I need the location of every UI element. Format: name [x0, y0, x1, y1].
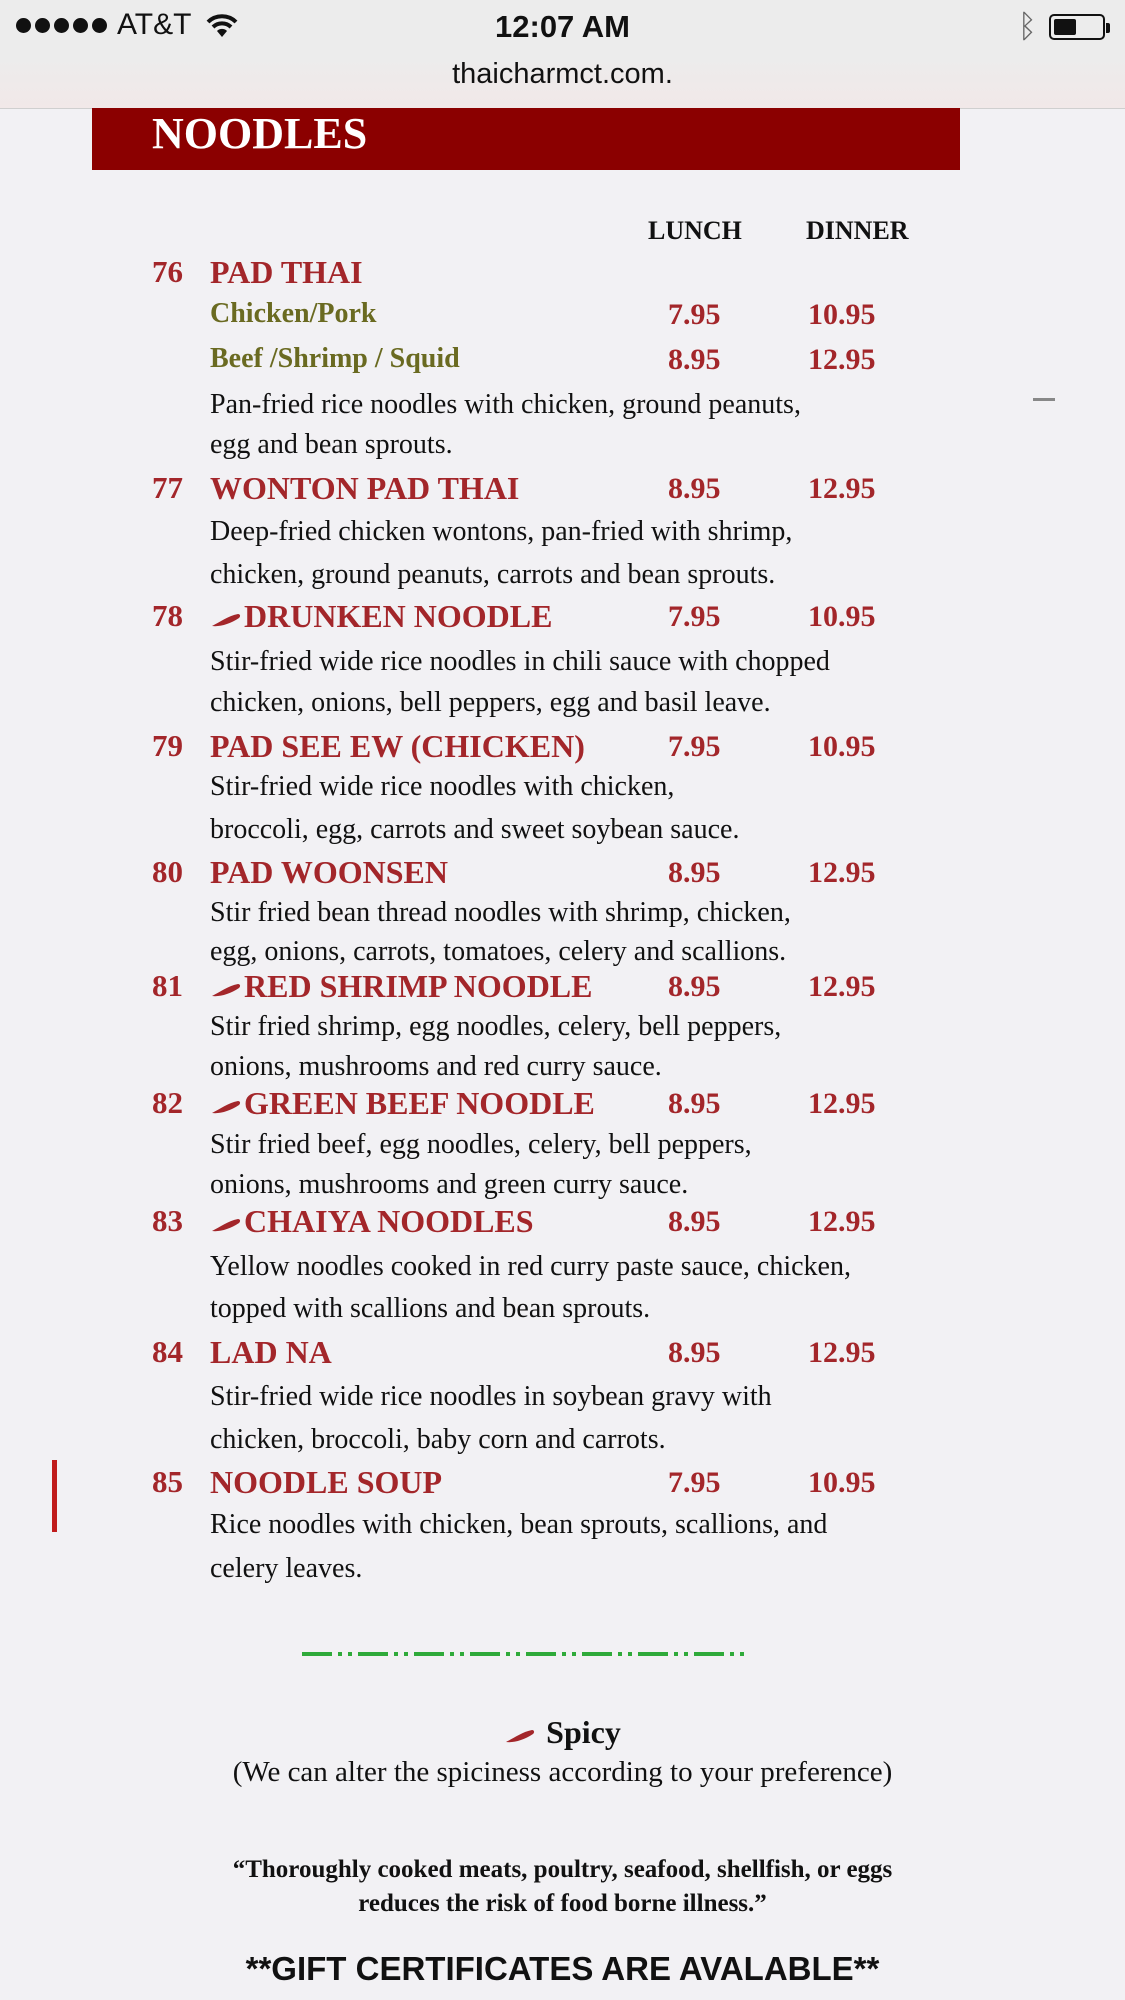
item-description: Rice noodles with chicken, bean sprouts, scallions, and: [210, 1509, 828, 1540]
dinner-column-header: DINNER: [806, 216, 909, 245]
scroll-indicator: [52, 1460, 57, 1532]
item-description: Stir-fried wide rice noodles with chicken,: [210, 771, 675, 802]
item-description: Stir-fried wide rice noodles in soybean gravy with: [210, 1381, 772, 1412]
item-description: topped with scallions and bean sprouts.: [210, 1293, 651, 1324]
item-name: [210, 254, 363, 291]
dinner-price: 10.95: [808, 600, 876, 633]
item-name: [210, 598, 552, 635]
item-name: [210, 1203, 534, 1240]
item-description: celery leaves.: [210, 1553, 363, 1584]
gift-certificate-notice: **GIFT CERTIFICATES ARE AVALABLE**: [245, 1950, 880, 1987]
item-name: [210, 1334, 332, 1371]
item-number: 78: [152, 598, 183, 633]
chili-pepper-icon: [210, 1099, 242, 1115]
carrier-name: AT&T: [117, 8, 192, 41]
item-name: [210, 968, 592, 1005]
item-description: Stir fried beef, egg noodles, celery, bell peppers,: [210, 1129, 752, 1160]
item-number: 76: [152, 254, 183, 289]
item-description: onions, mushrooms and green curry sauce.: [210, 1169, 689, 1200]
bluetooth-icon: ᛒ: [1017, 8, 1037, 44]
item-name-text: GREEN BEEF NOODLE: [244, 1085, 595, 1121]
dinner-price: 10.95: [808, 1466, 876, 1499]
food-warning-line-2: reduces the risk of food borne illness.”: [358, 1890, 767, 1917]
item-number: 81: [152, 968, 183, 1003]
url-text: thaicharmct.com.: [452, 58, 673, 90]
item-name-text: CHAIYA NOODLES: [244, 1203, 534, 1239]
lunch-price: 8.95: [668, 472, 721, 505]
section-title: NOODLES: [152, 109, 368, 158]
lunch-price: 7.95: [668, 730, 721, 763]
lunch-price: 7.95: [668, 1466, 721, 1499]
lunch-price: 8.95: [668, 1087, 721, 1120]
item-number: 85: [152, 1464, 183, 1499]
chili-pepper-icon: [504, 1728, 536, 1744]
section-banner: [92, 108, 960, 170]
item-description: Pan-fried rice noodles with chicken, ground peanuts,: [210, 389, 801, 420]
item-name: [210, 1085, 595, 1122]
item-number: 79: [152, 728, 183, 763]
lunch-price: 8.95: [668, 970, 721, 1003]
battery-icon: [1049, 14, 1105, 40]
item-name: [210, 470, 519, 507]
item-name-text: NOODLE SOUP: [210, 1464, 443, 1500]
item-number: 83: [152, 1203, 183, 1238]
dinner-price: 12.95: [808, 1087, 876, 1120]
lunch-column-header: LUNCH: [648, 216, 742, 245]
food-warning-line-1: “Thoroughly cooked meats, poultry, seafood, shellfish, or eggs: [232, 1856, 893, 1883]
dinner-price: 12.95: [808, 1205, 876, 1238]
item-name-text: RED SHRIMP NOODLE: [244, 968, 593, 1004]
item-description: Yellow noodles cooked in red curry paste sauce, chicken,: [210, 1251, 851, 1282]
item-description: Stir fried shrimp, egg noodles, celery, bell peppers,: [210, 1011, 782, 1042]
chili-pepper-icon: [210, 1217, 242, 1233]
spicy-label: Spicy: [546, 1714, 621, 1750]
variant-label: Chicken/Pork: [210, 298, 377, 329]
item-number: 82: [152, 1085, 183, 1120]
chili-pepper-icon: [210, 982, 242, 998]
address-bar[interactable]: [0, 56, 1125, 109]
item-name-text: DRUNKEN NOODLE: [244, 598, 553, 634]
dinner-price: 12.95: [808, 1336, 876, 1369]
lunch-price: 8.95: [668, 343, 721, 376]
spicy-legend: [0, 1714, 1125, 1751]
dinner-price: 12.95: [808, 472, 876, 505]
lunch-price: 8.95: [668, 1205, 721, 1238]
spicy-note: (We can alter the spiciness according to your preference): [232, 1756, 893, 1788]
lunch-price: 7.95: [668, 600, 721, 633]
lunch-price: 7.95: [668, 298, 721, 331]
item-description: egg and bean sprouts.: [210, 429, 453, 460]
item-name: [210, 854, 448, 891]
item-description: chicken, onions, bell peppers, egg and basil leave.: [210, 687, 771, 718]
lunch-price: 8.95: [668, 856, 721, 889]
item-name-text: PAD SEE EW (CHICKEN): [210, 728, 585, 764]
item-number: 77: [152, 470, 183, 505]
zoom-out-control[interactable]: [1033, 398, 1055, 401]
item-description: chicken, ground peanuts, carrots and bean sprouts.: [210, 559, 776, 590]
lunch-price: 8.95: [668, 1336, 721, 1369]
item-number: 84: [152, 1334, 183, 1369]
item-description: onions, mushrooms and red curry sauce.: [210, 1051, 662, 1082]
item-description: egg, onions, carrots, tomatoes, celery and scallions.: [210, 936, 787, 967]
item-name-text: WONTON PAD THAI: [210, 470, 520, 506]
dinner-price: 10.95: [808, 298, 876, 331]
variant-label: Beef /Shrimp / Squid: [210, 343, 460, 374]
status-bar: [0, 0, 1125, 56]
item-name-text: PAD WOONSEN: [210, 854, 448, 890]
dinner-price: 12.95: [808, 970, 876, 1003]
item-description: chicken, broccoli, baby corn and carrots.: [210, 1424, 666, 1455]
item-description: Stir-fried wide rice noodles in chili sauce with chopped: [210, 646, 830, 677]
item-description: Deep-fried chicken wontons, pan-fried with shrimp,: [210, 516, 793, 547]
dinner-price: 12.95: [808, 856, 876, 889]
item-number: 80: [152, 854, 183, 889]
clock: 12:07 AM: [495, 9, 630, 44]
item-name: [210, 1464, 442, 1501]
chili-pepper-icon: [210, 612, 242, 628]
item-name-text: PAD THAI: [210, 254, 363, 290]
section-divider: [302, 1652, 744, 1656]
dinner-price: 10.95: [808, 730, 876, 763]
item-name: [210, 728, 585, 765]
item-description: broccoli, egg, carrots and sweet soybean sauce.: [210, 814, 740, 845]
item-name-text: LAD NA: [210, 1334, 332, 1370]
item-description: Stir fried bean thread noodles with shrimp, chicken,: [210, 897, 791, 928]
dinner-price: 12.95: [808, 343, 876, 376]
